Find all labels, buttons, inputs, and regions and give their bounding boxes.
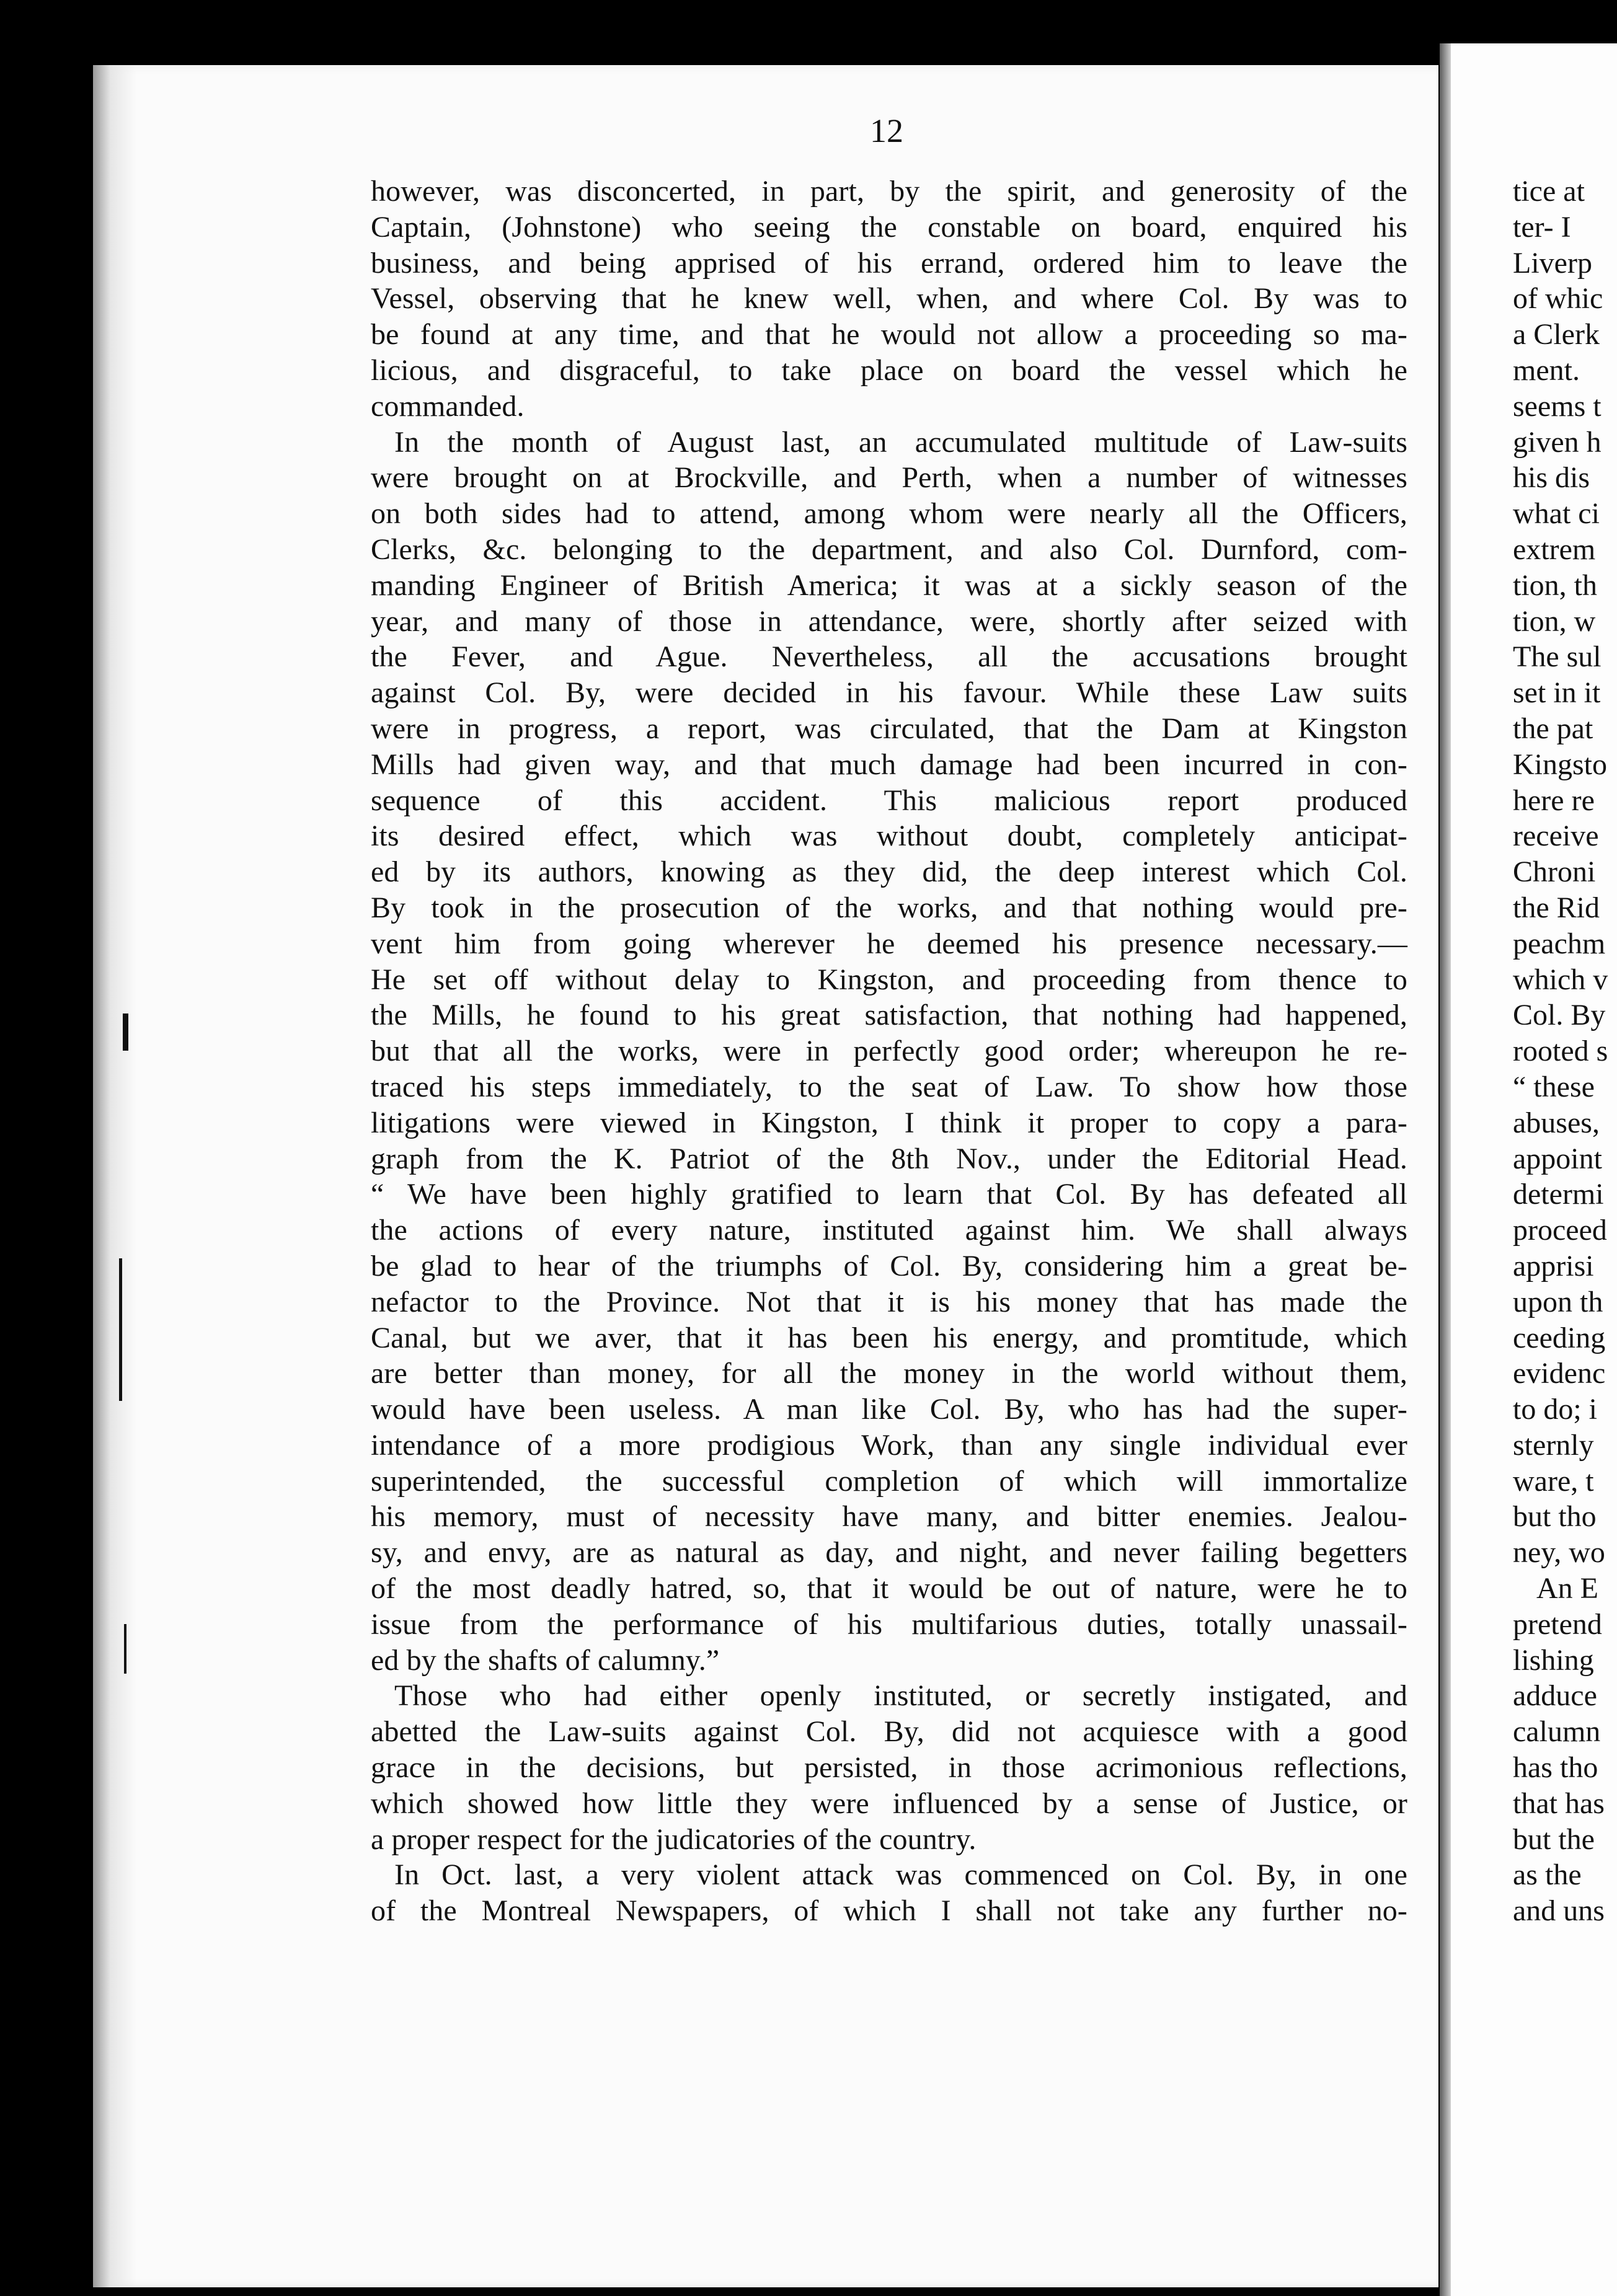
text-line: be found at any time, and that he would not allow a proceeding so ma- [371,318,1407,351]
text-line: Captain, (Johnstone) who seeing the constable on board, enquired his [371,210,1407,244]
text-line: Vessel, observing that he knew well, when, and where Col. By was to [371,282,1407,316]
text-line: which showed how little they were influenced by a sense of Justice, or [371,1786,1407,1820]
text-line: be glad to hear of the triumphs of Col. By, considering him a great be- [371,1249,1407,1283]
left-text-column [371,174,1407,1929]
left-page-gutter [93,65,136,2287]
text-line-fragment: what ci [1513,497,1600,531]
text-line: In the month of August last, an accumulated multitude of Law-suits [394,425,1407,459]
text-line: ed by the shafts of calumny.” [371,1643,720,1677]
text-line: the Mills, he found to his great satisfaction, that nothing had happened, [371,999,1407,1032]
text-line-fragment: receive [1513,819,1599,853]
text-line: litigations were viewed in Kingston, I think it proper to copy a para- [371,1106,1407,1139]
text-line: Mills had given way, and that much damage had been incurred in con- [371,748,1407,781]
binding-mark [124,1624,126,1674]
text-line-fragment: his dis [1513,461,1590,495]
text-line-fragment: Col. By [1513,999,1606,1032]
text-line-fragment: The sul [1513,640,1601,674]
text-line-fragment: apprisi [1513,1249,1594,1283]
text-line-fragment: tion, th [1513,568,1598,602]
binding-mark [119,1258,122,1401]
text-line: of the Montreal Newspapers, of which I shall not take any further no- [371,1894,1407,1928]
text-line: In Oct. last, a very violent attack was commenced on Col. By, in one [394,1858,1407,1892]
text-line-fragment: extrem [1513,532,1596,566]
text-line-fragment: ment. [1513,353,1580,387]
text-line-fragment: has tho [1513,1751,1598,1785]
text-line: grace in the decisions, but persisted, in those acrimonious reflections, [371,1751,1407,1785]
text-line-fragment: to do; i [1513,1393,1598,1426]
text-line: Clerks, &c. belonging to the department, and also Col. Durnford, com- [371,532,1407,566]
page-fold [1440,43,1451,2296]
text-line-fragment: as the [1513,1858,1582,1892]
text-line: vent him from going wherever he deemed his presence necessary.— [371,927,1407,960]
text-line: abetted the Law-suits against Col. By, did not acquiesce with a good [371,1715,1407,1749]
text-line: were in progress, a report, was circulated, that the Dam at Kingston [371,712,1407,745]
text-line: issue from the performance of his multifarious duties, totally unassail- [371,1607,1407,1641]
text-line-fragment: a Clerk [1513,318,1600,351]
text-line-fragment: pretend [1513,1607,1602,1641]
text-line: would have been useless. A man like Col. By, who has had the super- [371,1393,1407,1426]
text-line-fragment: Chroni [1513,855,1596,889]
text-line: superintended, the successful completion of which will immortalize [371,1464,1407,1498]
text-line-fragment: the Rid [1513,891,1600,924]
text-line: business, and being apprised of his errand, ordered him to leave the [371,246,1407,280]
text-line-fragment: abuses, [1513,1106,1600,1139]
text-line-fragment: ware, t [1513,1464,1594,1498]
text-line: sequence of this accident. This malicious report produced [371,784,1407,817]
text-line-fragment: but the [1513,1822,1595,1856]
text-line-fragment: but tho [1513,1500,1597,1534]
text-line: intendance of a more prodigious Work, than any single individual ever [371,1428,1407,1462]
text-line-fragment: that has [1513,1786,1605,1820]
text-line-fragment: appoint [1513,1142,1602,1175]
binding-mark [123,1013,128,1051]
text-line: its desired effect, which was without doubt, completely anticipat- [371,819,1407,853]
text-line: By took in the prosecution of the works, and that nothing would pre- [371,891,1407,924]
text-line: traced his steps immediately, to the seat of Law. To show how those [371,1070,1407,1103]
text-line-fragment: and uns [1513,1894,1605,1928]
text-line-fragment: tice at [1513,175,1585,208]
text-line: against Col. By, were decided in his favour. While these Law suits [371,676,1407,710]
page-number: 12 [870,112,903,149]
text-line: Canal, but we aver, that it has been his energy, and promtitude, which [371,1321,1407,1354]
text-line-fragment: set in it [1513,676,1601,710]
text-line: Those who had either openly instituted, or secretly instigated, and [394,1679,1407,1713]
text-line: licious, and disgraceful, to take place on board the vessel which he [371,353,1407,387]
text-line-fragment: the pat [1513,712,1593,745]
text-line-fragment: An E [1536,1572,1598,1605]
text-line: nefactor to the Province. Not that it is his money that has made the [371,1285,1407,1318]
text-line: ed by its authors, knowing as they did, the deep interest which Col. [371,855,1407,889]
text-line-fragment: rooted s [1513,1035,1608,1068]
text-line-fragment: ney, wo [1513,1536,1605,1570]
text-line-fragment: Kingsto [1513,748,1608,781]
text-line: on both sides had to attend, among whom were nearly all the Officers, [371,497,1407,531]
text-line-fragment: which v [1513,963,1608,996]
text-line-fragment: tion, w [1513,604,1596,638]
text-line-fragment: given h [1513,425,1601,459]
text-line: the actions of every nature, instituted against him. We shall always [371,1214,1407,1247]
text-line-fragment: seems t [1513,389,1601,423]
text-line-fragment: proceed [1513,1214,1607,1247]
text-line: sy, and envy, are as natural as day, and night, and never failing begetters [371,1536,1407,1570]
text-line-fragment: here re [1513,784,1595,817]
text-line-fragment: of whic [1513,282,1603,316]
text-line-fragment: evidenc [1513,1357,1606,1390]
text-line-fragment: upon th [1513,1285,1603,1318]
text-line-fragment: lishing [1513,1643,1594,1677]
text-line: year, and many of those in attendance, were, shortly after seized with [371,604,1407,638]
text-line: a proper respect for the judicatories of the country. [371,1822,977,1856]
text-line-fragment: determi [1513,1178,1604,1211]
text-line: were brought on at Brockville, and Perth, when a number of witnesses [371,461,1407,495]
text-line-fragment: peachm [1513,927,1606,960]
text-line-fragment: Liverp [1513,246,1592,280]
text-line: manding Engineer of British America; it was at a sickly season of the [371,568,1407,602]
right-text-column-fragment [1513,174,1617,1929]
text-line: He set off without delay to Kingston, and proceeding from thence to [371,963,1407,996]
text-line-fragment: sternly [1513,1428,1594,1462]
text-line: his memory, must of necessity have many, and bitter enemies. Jealou- [371,1500,1407,1534]
text-line-fragment: “ these [1513,1070,1595,1103]
text-line: commanded. [371,389,525,423]
text-line-fragment: calumn [1513,1715,1601,1749]
text-line: the Fever, and Ague. Nevertheless, all the accusations brought [371,640,1407,674]
text-line: of the most deadly hatred, so, that it would be out of nature, were he to [371,1572,1407,1605]
text-line: are better than money, for all the money in the world without them, [371,1357,1407,1390]
text-line: however, was disconcerted, in part, by the spirit, and generosity of the [371,175,1407,208]
text-line: graph from the K. Patriot of the 8th Nov., under the Editorial Head. [371,1142,1407,1175]
text-line-fragment: adduce [1513,1679,1597,1713]
text-line: but that all the works, were in perfectly good order; whereupon he re- [371,1035,1407,1068]
text-line-fragment: ceeding [1513,1321,1606,1354]
text-line: “ We have been highly gratified to learn that Col. By has defeated all [371,1178,1407,1211]
text-line-fragment: ter- I [1513,210,1571,244]
